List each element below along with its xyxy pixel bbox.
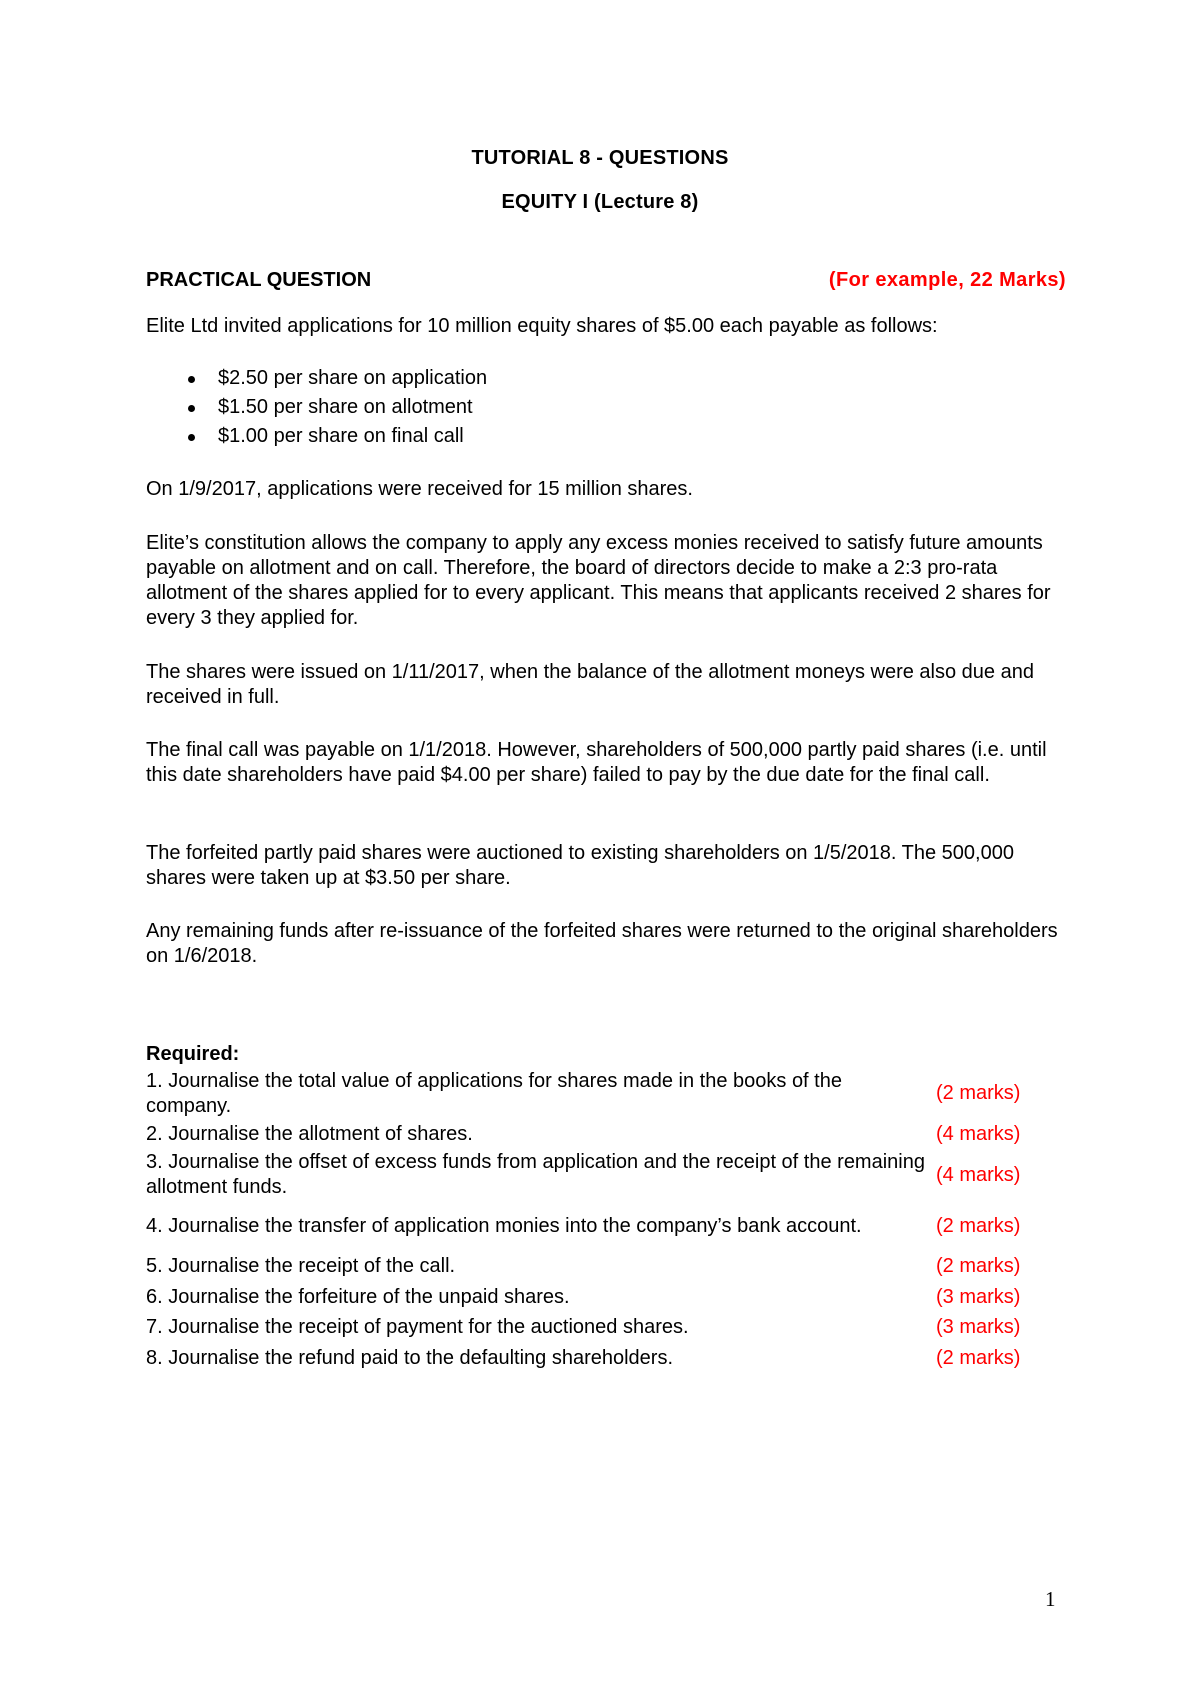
list-item [146,1201,1046,1252]
required-item-marks: (4 marks) [936,1122,1021,1145]
document-title: TUTORIAL 8 - QUESTIONS [471,147,729,169]
required-item-text: 8. Journalise the refund paid to the defaulting shareholders. [146,1346,674,1369]
required-item-text: 5. Journalise the receipt of the call. [146,1255,456,1278]
bullet-icon [188,405,195,412]
list-item [146,1150,1046,1201]
list-item: $2.50 per share on application [146,364,1066,393]
required-item-text: 2. Journalise the allotment of shares. [146,1122,473,1145]
list-item [146,1119,1046,1150]
list-item: $1.00 per share on final call [146,422,1066,451]
list-item [146,1313,1046,1344]
required-item-marks: (3 marks) [936,1316,1021,1339]
required-item-text: 6. Journalise the forfeiture of the unpaid shares. [146,1285,570,1308]
paragraph-constitution: Elite’s constitution allows the company to apply any excess monies received to satisfy future amounts payable on allotment and on call. Therefore, the board of directors decide to make a 2:3 pro-rata allotment of the shares applied for to every applicant. This means that applicants received 2 shares for every 3 they applied for. [146,532,1051,629]
required-list [146,1068,1046,1374]
section-heading-row [146,268,1066,293]
required-item-marks: (2 marks) [936,1082,1021,1104]
required-item-marks: (4 marks) [936,1163,1021,1186]
list-item [146,1282,1046,1313]
paragraph-auction: The forfeited partly paid shares were auctioned to existing shareholders on 1/5/2018. The 500,000 shares were taken up at $3.50 per share. [146,842,1014,889]
required-item-text: 7. Journalise the receipt of payment for the auctioned shares. [146,1316,689,1339]
list-item: $1.50 per share on allotment [146,393,1066,422]
required-item-text: 4. Journalise the transfer of application monies into the company’s bank account. [146,1214,862,1237]
required-item-marks: (3 marks) [936,1285,1021,1308]
required-item-text: 1. Journalise the total value of applications for shares made in the books of the company. [146,1069,842,1117]
paragraph-applications: On 1/9/2017, applications were received for 15 million shares. [146,478,693,500]
bullet-icon [188,434,195,441]
paragraph-refund: Any remaining funds after re-issuance of the forfeited shares were returned to the original shareholders on 1/6/2018. [146,920,1058,967]
section-heading: PRACTICAL QUESTION [146,269,372,291]
required-item-marks: (2 marks) [936,1346,1021,1369]
total-marks: (For example, 22 Marks) [828,269,1066,291]
list-item [146,1252,1046,1283]
document-subtitle: EQUITY I (Lecture 8) [501,191,699,213]
required-heading: Required: [146,1043,240,1065]
paragraph-final-call: The final call was payable on 1/1/2018. However, shareholders of 500,000 partly paid shares (i.e. until this date shareholders have paid $4.00 per share) failed to pay by the due date for the final call. [146,739,1047,786]
required-item-marks: (2 marks) [936,1255,1021,1278]
list-item [146,1068,1046,1119]
bullet-icon [188,376,195,383]
required-item-marks: (2 marks) [936,1214,1021,1237]
list-item [146,1343,1046,1374]
page-number: 1 [1045,1587,1056,1611]
paragraph-issue: The shares were issued on 1/11/2017, when the balance of the allotment moneys were also due and received in full. [146,661,1034,708]
required-item-text: 3. Journalise the offset of excess funds from application and the receipt of the remaining allotment funds. [146,1151,925,1198]
payment-schedule-list [146,364,1066,451]
intro-paragraph: Elite Ltd invited applications for 10 million equity shares of $5.00 each payable as follows: [146,315,938,337]
